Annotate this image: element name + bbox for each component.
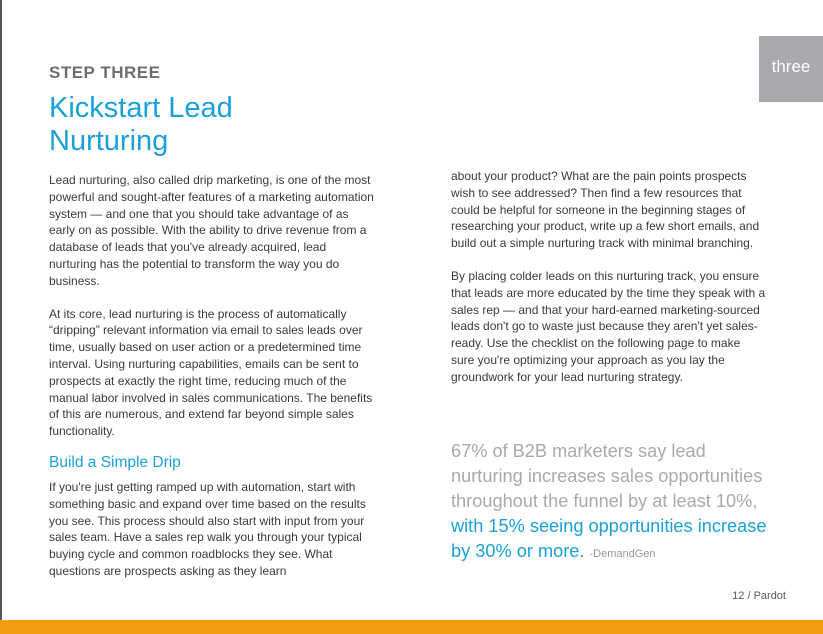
section-tab[interactable]	[759, 36, 823, 102]
step-label: STEP THREE	[49, 63, 161, 82]
pull-quote	[451, 439, 771, 567]
page-title: Kickstart Lead Nurturing	[49, 92, 233, 157]
paragraph: about your product? What are the pain points prospects wish to see addressed? Then find a few resources that could be helpful for someone in the beginning stages of researching your product, write up a few short emails, and build out a simple nurturing track with minimal branching.	[451, 169, 760, 251]
pull-quote-source: -DemandGen	[589, 548, 656, 560]
paragraph: Lead nurturing, also called drip marketing, is one of the most powerful and sought-after features of a marketing automation system — and one that you should take advantage of as early on as possible. With the ability to drive revenue from a database of leads that you've already acquired, lead nurturing has the potential to transform the way you do business.	[49, 173, 374, 288]
paragraph: At its core, lead nurturing is the process of automatically “dripping” relevant information via email to sales leads over time, usually based on user action or a predetermined time interval. Using nurturing capabilities, emails can be sent to prospects at exactly the right time, reducing much of the manual labor involved in sales communications. The benefits of this are numerous, and extend far beyond simple sales functionality.	[49, 306, 373, 439]
footer-bar	[0, 620, 823, 634]
paragraph: By placing colder leads on this nurturing track, you ensure that leads are more educated by the time they speak with a sales rep — and that your hard-earned marketing-sourced leads don't go to waste just because they aren't yet sales-ready. Use the checklist on the following page to make sure you're optimizing your approach as you lay the groundwork for your lead nurturing strategy.	[451, 268, 766, 384]
page-number: 12 / Pardot	[732, 590, 786, 602]
pull-quote-highlight: with 15% seeing opportunities increase by 30% or more.	[451, 516, 767, 561]
left-column-continued	[49, 479, 374, 580]
paragraph: If you're just getting ramped up with automation, start with something basic and expand over time based on the results you see. This process should also start with input from your sales team. Have a sales rep walk you through your typical buying cycle and common roadblocks they see. What questions are prospects asking as they learn	[49, 480, 366, 578]
left-edge-rule	[0, 0, 2, 620]
section-tab-label: three	[771, 57, 811, 76]
section-subheading: Build a Simple Drip	[49, 454, 181, 471]
left-column	[49, 172, 374, 440]
right-column	[451, 168, 766, 386]
pull-quote-stat: 67% of B2B marketers say lead nurturing increases sales opportunities throughout the funnel by at least 10%,	[451, 441, 763, 511]
